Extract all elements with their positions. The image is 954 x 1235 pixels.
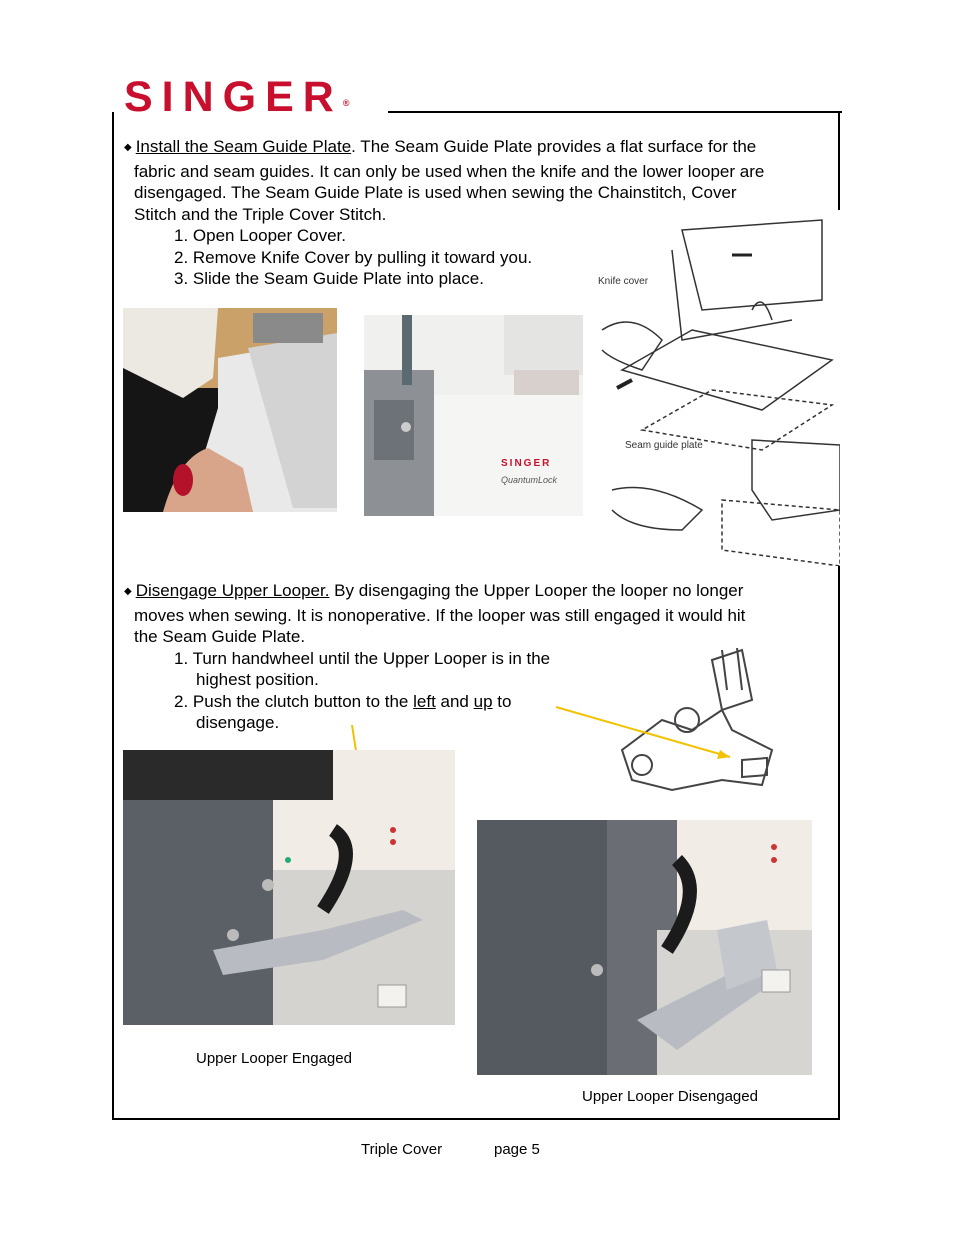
section1-heading: Install the Seam Guide Plate	[135, 137, 352, 156]
photo-upper-looper-disengaged	[477, 820, 812, 1075]
section1-step3: 3. Slide the Seam Guide Plate into place.	[174, 269, 484, 288]
footer-page-number: page 5	[494, 1141, 540, 1158]
step2-to: to	[492, 691, 512, 711]
bullet-icon: ◆	[124, 142, 132, 153]
logo-text: SINGER	[124, 73, 343, 121]
photo-upper-looper-engaged	[123, 750, 455, 1025]
section2-line1-rest: By disengaging the Upper Looper the looper no longer	[329, 581, 744, 600]
section1-line4: Stitch and the Triple Cover Stitch.	[134, 204, 387, 224]
section2-step1-line1: 1. Turn handwheel until the Upper Looper is in the	[174, 648, 551, 668]
step2-and: and	[435, 691, 474, 711]
bullet-icon: ◆	[124, 586, 132, 597]
registered-mark: ®	[342, 98, 350, 108]
section2-line3: the Seam Guide Plate.	[134, 627, 306, 646]
section1-line3: disengaged. The Seam Guide Plate is used when sewing the Chainstitch, Cover	[134, 183, 737, 202]
section1-line2: fabric and seam guides. It can only be used when the knife and the lower looper are	[134, 161, 765, 181]
section1-step1: 1. Open Looper Cover.	[174, 226, 347, 245]
section1-line1-rest: . The Seam Guide Plate provides a flat surface for the	[351, 137, 757, 156]
step2-text: 2. Push the clutch button to the	[174, 691, 414, 711]
section2-heading: Disengage Upper Looper.	[135, 581, 330, 600]
machine-brand-label: SINGER	[501, 458, 552, 469]
section2-step1-line2: highest position.	[196, 670, 319, 689]
machine-model-label: QuantumLock	[501, 475, 558, 485]
caption-engaged: Upper Looper Engaged	[196, 1050, 352, 1067]
section2-step2-line2: disengage.	[196, 713, 280, 732]
footer-section-title: Triple Cover	[361, 1141, 443, 1158]
section1-step2: 2. Remove Knife Cover by pulling it toward you.	[174, 247, 533, 267]
step2-up-word: up	[473, 691, 493, 711]
step2-left-word: left	[413, 691, 436, 711]
knife-cover-label: Knife cover	[598, 276, 649, 287]
section2-line2: moves when sewing. It is nonoperative. If the looper was still engaged it would hit	[134, 605, 746, 625]
seam-guide-plate-label: Seam guide plate	[625, 440, 703, 451]
caption-disengaged: Upper Looper Disengaged	[582, 1088, 758, 1105]
